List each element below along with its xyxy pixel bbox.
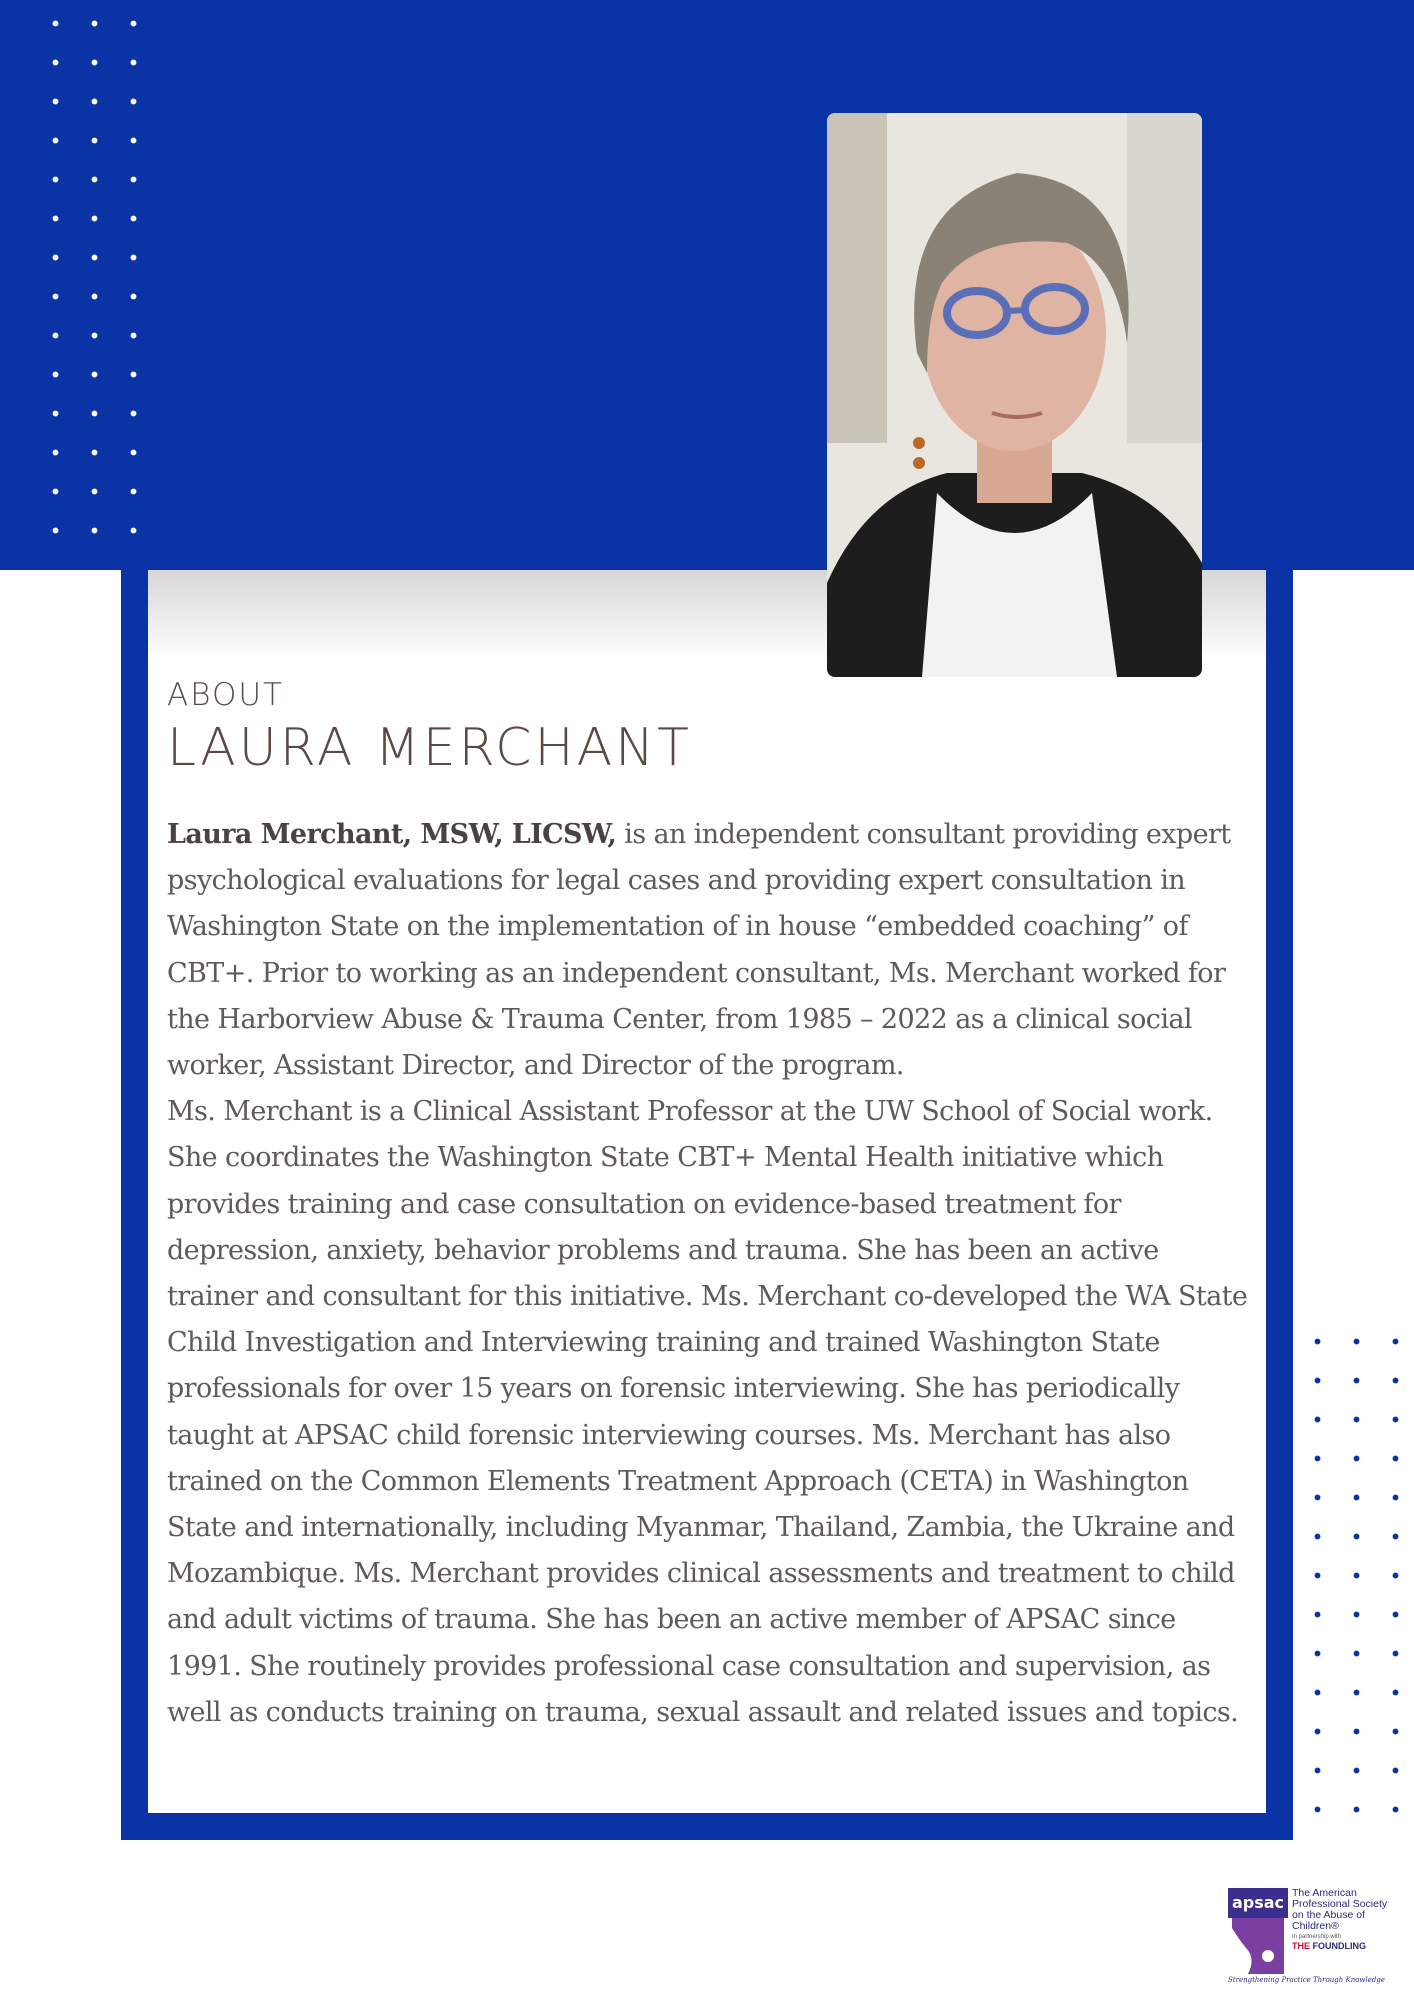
logo-partner-name-1: THE <box>1292 1941 1310 1951</box>
decorative-dots-right <box>1298 1322 1414 1829</box>
profile-photo <box>827 113 1202 677</box>
person-name: LAURA MERCHANT <box>167 718 692 778</box>
bio-lead: Laura Merchant, MSW, LICSW, <box>167 819 617 850</box>
about-label: ABOUT <box>167 677 284 713</box>
bio-paragraph-2: Ms. Merchant is a Clinical Assistant Professor at the UW School of Social work. She coordinates the Washington State CBT+ Mental Health initiative which provides training and case consultation on evidence-based treatment for depression, anxiety, behavior problems and trauma. She has been an active trainer and consultant for this initiative. Ms. Merchant co-developed the WA State Child Investigation and Interviewing training and trained Washington State professionals for over 15 years on forensic interviewing. She has periodically taught at APSAC child forensic interviewing courses. Ms. Merchant has also trained on the Common Elements Treatment Approach (CETA) in Washington State and internationally, including Myanmar, Thailand, Zambia, the Ukraine and Mozambique. Ms. Merchant provides clinical assessments and treatment to child and adult victims of trauma. She has been an active member of APSAC since 1991. She routinely provides professional case consultation and supervision, as well as conducts training on trauma, sexual assault and related issues and topics. <box>167 1096 1248 1728</box>
bio-text <box>167 812 1252 1736</box>
logo-tagline: Strengthening Practice Through Knowledge <box>1228 1976 1385 1984</box>
bio-paragraph-1-rest: is an independent consultant providing expert psychological evaluations for legal cases and providing expert consultation in Washington State on the implementation of in house “embedded coaching” of CBT+. Prior to working as an independent consultant, Ms. Merchant worked for the Harborview Abuse & Trauma Center, from 1985 – 2022 as a clinical social worker, Assistant Director, and Director of the program. <box>167 819 1231 1082</box>
logo-acronym: apsac <box>1228 1888 1288 1918</box>
logo-partner-name <box>1292 1942 1392 1951</box>
apsac-logo <box>1228 1888 1398 1988</box>
bio-paragraph-1 <box>167 812 1252 1089</box>
child-silhouette-icon <box>1228 1918 1288 1974</box>
logo-org-name: The American Professional Society on the Abuse of Children® <box>1292 1887 1388 1932</box>
logo-partner-name-2: FOUNDLING <box>1312 1941 1367 1951</box>
logo-partner-text: In partnership with <box>1292 1934 1342 1940</box>
decorative-dots-top <box>36 4 153 550</box>
